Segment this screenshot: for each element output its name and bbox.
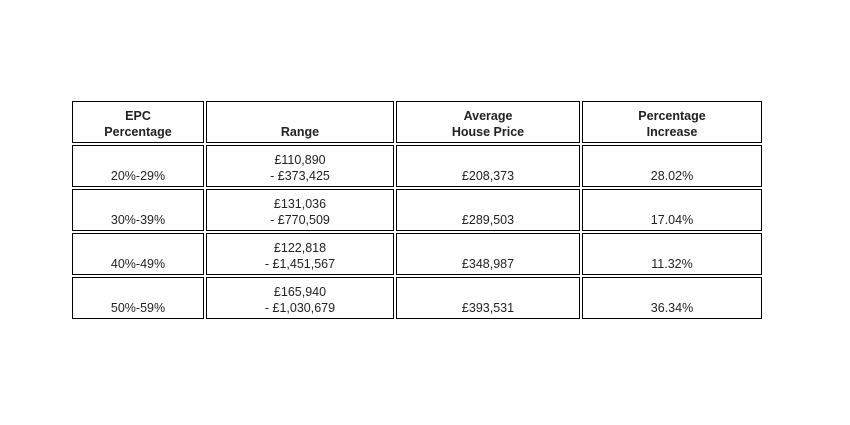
range-high: - £373,425	[270, 169, 330, 183]
table-row	[72, 277, 762, 319]
range-low: £110,890	[274, 153, 326, 167]
range-low: £131,036	[273, 197, 327, 211]
cell-increase: 11.32%	[582, 233, 762, 275]
cell-range	[206, 189, 394, 231]
header-range	[206, 101, 394, 143]
cell-epc: 30%-39%	[72, 189, 204, 231]
table-row	[72, 189, 762, 231]
table-row	[72, 145, 762, 187]
header-text: Average	[463, 109, 513, 123]
cell-range	[206, 145, 394, 187]
range-low: £165,940	[273, 285, 327, 299]
cell-epc: 20%-29%	[72, 145, 204, 187]
header-text: Percentage	[104, 125, 172, 139]
header-text: Percentage	[638, 109, 706, 123]
cell-range	[206, 277, 394, 319]
epc-house-price-table	[70, 99, 764, 321]
header-text: Range	[280, 125, 320, 139]
header-percentage-increase	[582, 101, 762, 143]
cell-increase: 36.34%	[582, 277, 762, 319]
range-high: - £1,451,567	[264, 257, 336, 271]
header-average-house-price	[396, 101, 580, 143]
header-text: House Price	[451, 125, 525, 139]
cell-range	[206, 233, 394, 275]
cell-average-price: £208,373	[396, 145, 580, 187]
cell-average-price: £289,503	[396, 189, 580, 231]
cell-epc: 40%-49%	[72, 233, 204, 275]
cell-average-price: £348,987	[396, 233, 580, 275]
header-epc-percentage	[72, 101, 204, 143]
cell-increase: 28.02%	[582, 145, 762, 187]
header-text: EPC	[125, 109, 151, 123]
table-header-row	[72, 101, 762, 143]
header-text: Increase	[646, 125, 698, 139]
range-high: - £770,509	[270, 213, 330, 227]
range-low: £122,818	[273, 241, 327, 255]
cell-increase: 17.04%	[582, 189, 762, 231]
cell-epc: 50%-59%	[72, 277, 204, 319]
table-row	[72, 233, 762, 275]
range-high: - £1,030,679	[264, 301, 336, 315]
cell-average-price: £393,531	[396, 277, 580, 319]
